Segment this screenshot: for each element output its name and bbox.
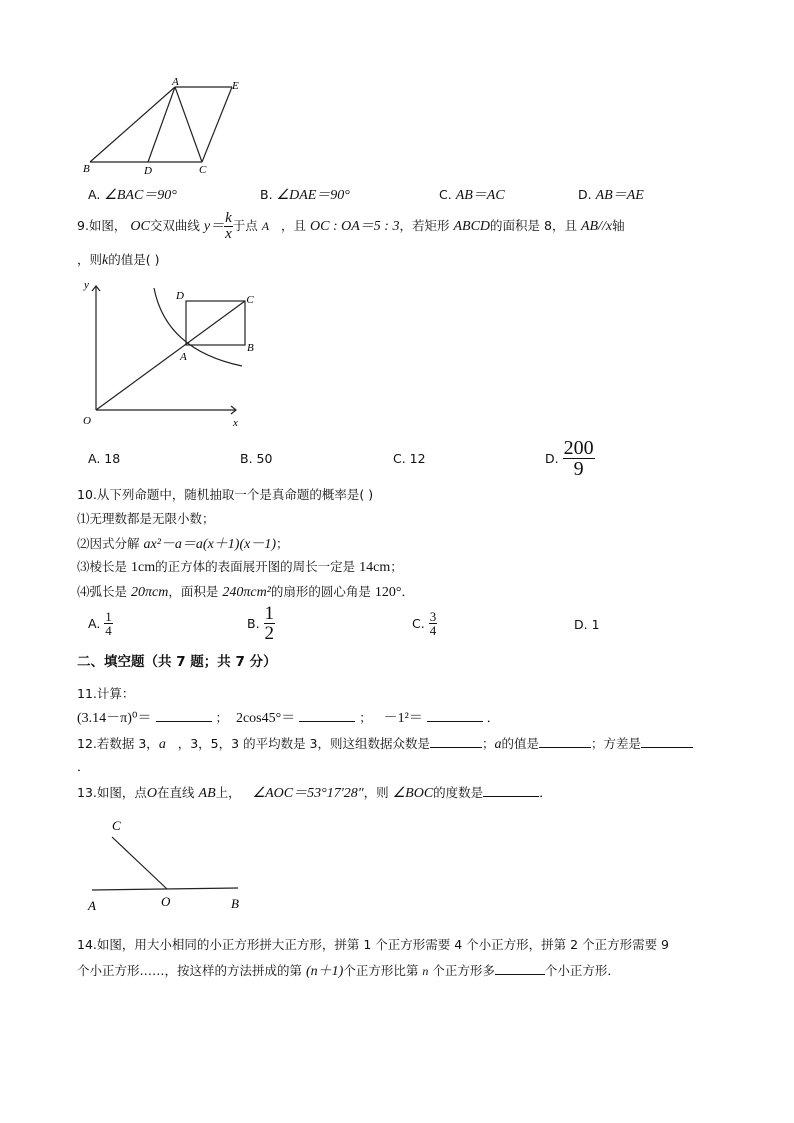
label-E: E xyxy=(232,80,239,92)
q9-option-c: C. 12 xyxy=(393,451,426,466)
answer-blank[interactable] xyxy=(539,736,591,748)
q9-option-a: A. 18 xyxy=(88,451,121,466)
label-D: D xyxy=(144,165,152,177)
label-C: C xyxy=(112,818,121,833)
q12-end: ． xyxy=(77,759,90,774)
q10-statement-4: ⑷弧长是 20πcm，面积是 240πcm²的扇形的圆心角是 120°． xyxy=(77,584,415,600)
answer-blank[interactable] xyxy=(299,710,355,722)
answer-blank[interactable] xyxy=(427,710,483,722)
q10-title: 10.从下列命题中，随机抽取一个是真命题的概率是( ) xyxy=(77,487,374,502)
q10-statement-1: ⑴无理数都是无限小数； xyxy=(77,511,215,526)
q11-expressions: (3.14－π)⁰＝ ； 2cos45°＝ ； －1²＝ ． xyxy=(77,710,500,726)
label-B: B xyxy=(83,163,90,175)
option-fraction: $\frac{200}{9}$ xyxy=(563,437,594,480)
q9-figure xyxy=(74,278,254,430)
option-letter: C. xyxy=(439,187,452,202)
option-letter: D. xyxy=(545,451,559,466)
label-C: C xyxy=(199,164,207,176)
q8-option-c xyxy=(439,184,505,204)
q9-stem-line1: 9.如图， OC交双曲线 y＝ $\frac{k}{x}$ 于点 A ，且 OC : OA＝5 : 3，若矩形 ABCD的面积是 8，且 AB//x轴 xyxy=(77,210,625,242)
q9-option-b: B. 50 xyxy=(240,451,273,466)
q10-option-d: D. 1 xyxy=(574,617,600,632)
q8-figure xyxy=(78,76,258,180)
option-text: AB＝AE xyxy=(595,188,644,203)
label-D: D xyxy=(176,290,184,302)
origin-label-O: O xyxy=(83,415,91,427)
q11-title: 11.计算： xyxy=(77,686,135,701)
q10-statement-3: ⑶棱长是 1cm的正方体的表面展开图的周长一定是 14cm； xyxy=(77,559,403,575)
k-over-x: $\frac{k}{x}$ xyxy=(225,210,232,242)
axis-label-y: y xyxy=(84,279,89,291)
label-A: A xyxy=(180,351,187,363)
label-A: A xyxy=(172,76,179,88)
label-B: B xyxy=(247,342,254,354)
label-C: C xyxy=(246,294,254,306)
label-B: B xyxy=(231,896,239,911)
q9-stem-line2: ，则k的值是( ) xyxy=(77,252,160,268)
q8-option-d xyxy=(578,184,644,204)
axis-label-x: x xyxy=(233,417,238,429)
q12-stem: 12.若数据 3，a ，3，5，3 的平均数是 3，则这组数据众数是 ；a的值是 ；方差是 xyxy=(77,734,693,753)
option-text: ∠DAE＝90° xyxy=(276,188,350,203)
label-A: A xyxy=(88,898,96,913)
option-text: AB＝AC xyxy=(455,188,505,203)
q10-statement-2: ⑵因式分解 ax²－a＝a(x＋1)(x－1)； xyxy=(77,536,289,552)
label-O: O xyxy=(161,894,171,909)
answer-blank[interactable] xyxy=(156,710,212,722)
answer-blank[interactable] xyxy=(495,963,545,975)
q13-figure xyxy=(84,812,248,916)
q10-option-b: B. $\frac{1}{2}$ xyxy=(247,603,275,644)
answer-blank[interactable] xyxy=(483,785,539,797)
q14-line1: 14.如图，用大小相同的小正方形拼大正方形，拼第 1 个正方形需要 4 个小正方形，拼第 2 个正方形需要 9 xyxy=(77,937,670,952)
section-heading: 二、填空题（共 7 题；共 7 分） xyxy=(77,654,277,670)
option-letter: A. xyxy=(88,187,101,202)
answer-blank[interactable] xyxy=(641,736,693,748)
option-text: ∠BAC＝90° xyxy=(104,188,177,203)
answer-blank[interactable] xyxy=(430,736,482,748)
q10-option-a: A. $\frac{1}{4}$ xyxy=(88,609,112,638)
option-letter: B. xyxy=(260,187,273,202)
option-letter: D. xyxy=(578,187,592,202)
q9-option-d xyxy=(545,438,595,479)
q13-stem: 13.如图，点O在直线 AB上， ∠AOC＝53°17′28″，则 ∠BOC的度数是 ． xyxy=(77,785,552,801)
q10-option-c: C. $\frac{3}{4}$ xyxy=(412,609,437,638)
q14-line2: 个小正方形……，按这样的方法拼成的第 (n＋1)个正方形比第 n 个正方形多 个小正方形． xyxy=(77,963,620,979)
q8-option-a xyxy=(88,184,177,204)
q8-option-b xyxy=(260,184,350,204)
